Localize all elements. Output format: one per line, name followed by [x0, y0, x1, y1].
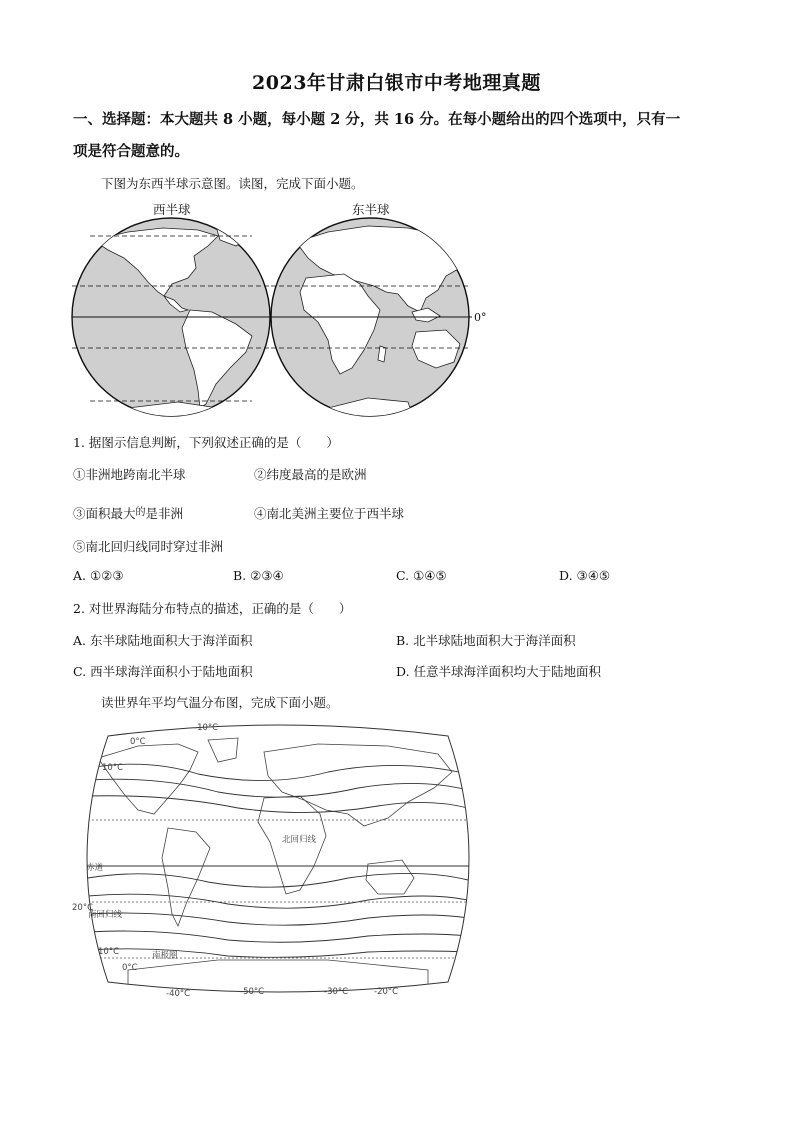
label-20c: 20°C	[72, 903, 94, 913]
label-tropic-south: 南回归线	[88, 910, 123, 920]
intro-hemispheres: 下图为东西半球示意图。读图，完成下面小题。	[101, 176, 364, 191]
section-heading-line1: 一、选择题：本大题共 8 小题，每小题 2 分，共 16 分。在每小题给出的四个选项中，只有一	[73, 111, 681, 128]
label-tropic-north: 北回归线	[282, 835, 317, 845]
q2-stem: 2. 对世界海陆分布特点的描述，正确的是（ ）	[73, 601, 352, 616]
q1-statement-4: ④南北美洲主要位于西半球	[254, 506, 405, 521]
q2-option-c[interactable]: C. 西半球海洋面积小于陆地面积	[73, 664, 253, 679]
eastern-hemisphere	[271, 218, 469, 422]
western-hemisphere	[72, 218, 270, 422]
q1-option-c[interactable]: C. ①④⑤	[396, 568, 447, 583]
label-0c-south: 0°C	[122, 963, 138, 973]
west-hemisphere-label: 西半球	[153, 202, 191, 217]
label-minus-40: -40°C	[166, 989, 191, 999]
label-minus-20: -20°C	[374, 987, 399, 997]
q1-statement-3: ③面积最大$^的$是非洲	[73, 506, 184, 521]
q1-statement-1: ①非洲地跨南北半球	[73, 467, 186, 482]
label-minus-50: -50°C	[240, 987, 265, 997]
label-top: -10°C	[194, 723, 219, 733]
q1-stem: 1. 据图示信息判断，下列叙述正确的是（ ）	[73, 435, 339, 450]
q1-option-b[interactable]: B. ②③④	[233, 568, 284, 583]
hemispheres-map	[68, 212, 478, 422]
east-hemisphere-label: 东半球	[352, 202, 390, 217]
label-0c-north: 0°C	[130, 737, 146, 747]
q1-statement-5: ⑤南北回归线同时穿过非洲	[73, 539, 224, 554]
map-border	[87, 725, 469, 992]
section-heading-line2: 项是符合题意的。	[73, 143, 189, 160]
equator-label: 0°	[474, 311, 487, 324]
temperature-map	[68, 718, 488, 1000]
label-minus-30: -30°C	[324, 987, 349, 997]
label-10c-north: 10°C	[102, 763, 124, 773]
label-equator: 赤道	[86, 863, 104, 873]
intro-temperature-map: 读世界年平均气温分布图，完成下面小题。	[101, 695, 339, 710]
label-antarctic-circle: 南极圈	[152, 951, 178, 961]
q2-option-d[interactable]: D. 任意半球海洋面积均大于陆地面积	[396, 664, 602, 679]
q1-option-d[interactable]: D. ③④⑤	[559, 568, 611, 583]
q2-option-a[interactable]: A. 东半球陆地面积大于海洋面积	[73, 633, 253, 648]
q1-option-a[interactable]: A. ①②③	[73, 568, 124, 583]
q2-option-b[interactable]: B. 北半球陆地面积大于海洋面积	[396, 633, 576, 648]
page-title: 2023年甘肃白银市中考地理真题	[252, 72, 541, 94]
label-10c-south: 10°C	[98, 947, 120, 957]
q1-statement-2: ②纬度最高的是欧洲	[254, 467, 367, 482]
